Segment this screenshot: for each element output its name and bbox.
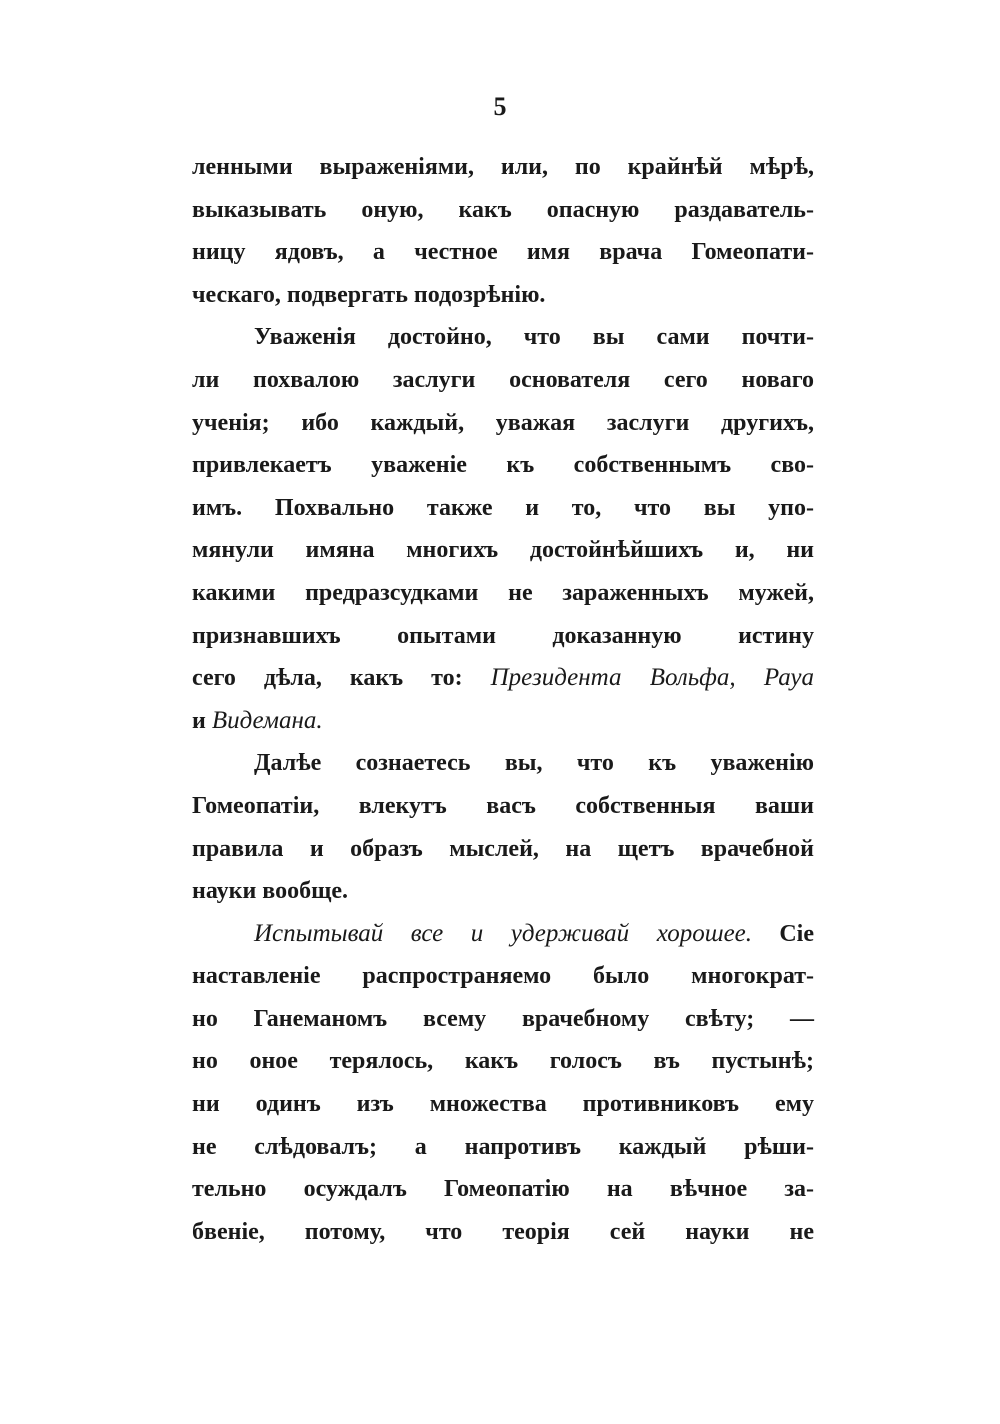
text-line bbox=[192, 274, 814, 317]
text-line bbox=[192, 870, 814, 913]
text-segment: признавшихъ опытами доказанную истину bbox=[192, 622, 814, 649]
text-line bbox=[192, 487, 814, 530]
text-segment: правила и образъ мыслей, на щетъ врачебной bbox=[192, 835, 814, 862]
text-segment: науки вообще. bbox=[192, 878, 348, 905]
text-segment: тельно осуждалъ Гомеопатію на вѣчное за- bbox=[192, 1176, 814, 1203]
text-segment: и bbox=[192, 707, 212, 734]
text-line bbox=[192, 828, 814, 871]
text-segment: ницу ядовъ, а честное имя врача Гомеопати- bbox=[192, 239, 814, 266]
text-segment: Далѣе сознаетесь вы, что къ уваженію bbox=[254, 750, 814, 777]
text-segment: ческаго, подвергать подозрѣнію. bbox=[192, 281, 546, 308]
text-segment: имъ. Похвально также и то, что вы упо- bbox=[192, 494, 814, 521]
text-line bbox=[192, 615, 814, 658]
text-segment: ученія; ибо каждый, уважая заслуги другихъ, bbox=[192, 409, 814, 436]
text-line bbox=[192, 359, 814, 402]
text-line bbox=[192, 955, 814, 998]
text-line bbox=[192, 316, 814, 359]
text-segment: бвеніе, потому, что теорія сей науки не bbox=[192, 1218, 814, 1245]
text-line bbox=[192, 1083, 814, 1126]
text-line bbox=[192, 657, 814, 700]
italic-text: Президента Вольфа, Рауа bbox=[490, 664, 814, 692]
text-line bbox=[192, 1040, 814, 1083]
text-segment: сего дѣла, какъ то: bbox=[192, 665, 491, 692]
text-segment: мянули имяна многихъ достойнѣйшихъ и, ни bbox=[192, 537, 814, 564]
text-segment: ни одинъ изъ множества противниковъ ему bbox=[192, 1091, 814, 1118]
text-line bbox=[192, 1126, 814, 1169]
text-line bbox=[192, 189, 814, 232]
text-line bbox=[192, 444, 814, 487]
text-line bbox=[192, 785, 814, 828]
text-line bbox=[192, 700, 814, 743]
text-segment: Гомеопатіи, влекутъ васъ собственныя ваши bbox=[192, 792, 814, 819]
page-number: 5 bbox=[493, 92, 507, 121]
italic-text: Испытывай все и удерживай хорошее. bbox=[254, 919, 753, 947]
text-line bbox=[192, 913, 814, 956]
text-segment: ленными выраженіями, или, по крайнѣй мѣрѣ, bbox=[192, 154, 814, 180]
text-segment: какими предразсудками не зараженныхъ мужей, bbox=[192, 579, 814, 606]
text-line bbox=[192, 742, 814, 785]
text-segment: выказывать оную, какъ опасную раздаватель- bbox=[192, 196, 814, 223]
text-line bbox=[192, 231, 814, 274]
text-line bbox=[192, 1211, 814, 1254]
text-line bbox=[192, 402, 814, 445]
text-line bbox=[192, 529, 814, 572]
text-segment: но оное терялось, какъ голосъ въ пустынѣ; bbox=[192, 1048, 814, 1075]
italic-text: Видемана. bbox=[211, 706, 323, 734]
body-text bbox=[192, 146, 814, 1253]
text-segment: ли похвалою заслуги основателя сего новаго bbox=[192, 366, 814, 393]
text-segment: Сіе bbox=[752, 920, 814, 947]
text-segment: не слѣдовалъ; а напротивъ каждый рѣши- bbox=[192, 1133, 814, 1160]
text-segment: наставленіе распространяемо было многократ- bbox=[192, 963, 814, 990]
text-segment: привлекаетъ уваженіе къ собственнымъ сво- bbox=[192, 452, 814, 479]
text-line bbox=[192, 146, 814, 189]
text-line bbox=[192, 572, 814, 615]
text-segment: но Ганеманомъ всему врачебному свѣту; — bbox=[192, 1005, 814, 1032]
text-line bbox=[192, 1168, 814, 1211]
text-line bbox=[192, 998, 814, 1041]
text-segment: Уваженія достойно, что вы сами почти- bbox=[254, 324, 814, 351]
